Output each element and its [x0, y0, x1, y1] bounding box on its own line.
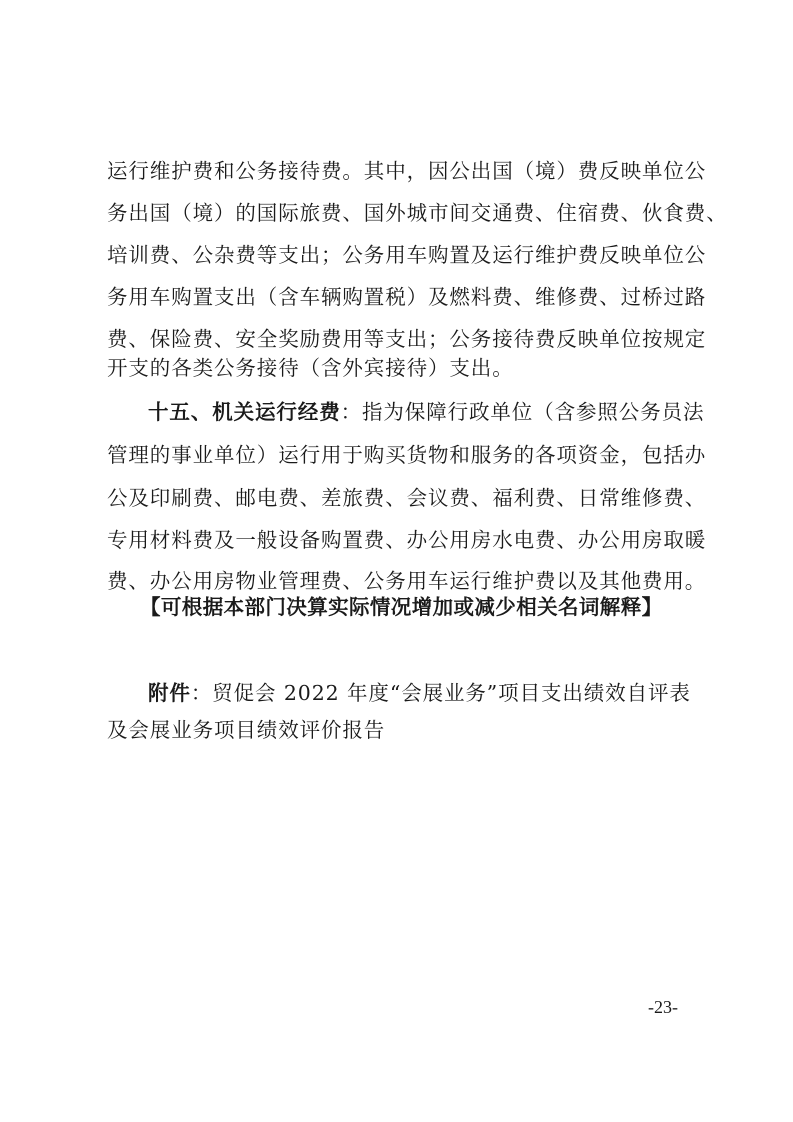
page-number: -23- [648, 997, 678, 1017]
term-definition-start: ：指为保障行政单位（含参照公务员法 [340, 400, 705, 424]
text-line: 运行维护费和公务接待费。其中，因公出国（境）费反映单位公 [107, 159, 707, 183]
text-line: 管理的事业单位）运行用于购买货物和服务的各项资金，包括办 [107, 443, 707, 467]
text-line: 及会展业务项目绩效评价报告 [107, 718, 386, 742]
text-line: 费、保险费、安全奖励费用等支出；公务接待费反映单位按规定 [107, 327, 707, 351]
attachment-title-start: ：贸促会 2022 年度“会展业务”项目支出绩效自评表 [190, 681, 691, 705]
text-line: 开支的各类公务接待（含外宾接待）支出。 [107, 356, 514, 380]
attachment-label: 附件 [148, 681, 191, 705]
term-heading: 十五、机关运行经费 [148, 400, 341, 424]
text-line [148, 398, 705, 426]
text-line: 培训费、公杂费等支出；公务用车购置及运行维护费反映单位公 [107, 243, 707, 267]
text-line: 专用材料费及一般设备购置费、办公用房水电费、办公用房取暖 [107, 528, 707, 552]
text-line: 务用车购置支出（含车辆购置税）及燃料费、维修费、过桥过路 [107, 285, 707, 309]
text-line [148, 679, 697, 707]
text-line: 公及印刷费、邮电费、差旅费、会议费、福利费、日常维修费、 [107, 486, 707, 510]
text-line: 务出国（境）的国际旅费、国外城市间交通费、住宿费、伙食费、 [107, 201, 728, 225]
text-line: 费、办公用房物业管理费、公务用车运行维护费以及其他费用。 [107, 569, 707, 593]
editorial-note: 【可根据本部门决算实际情况增加或减少相关名词解释】 [140, 595, 663, 619]
